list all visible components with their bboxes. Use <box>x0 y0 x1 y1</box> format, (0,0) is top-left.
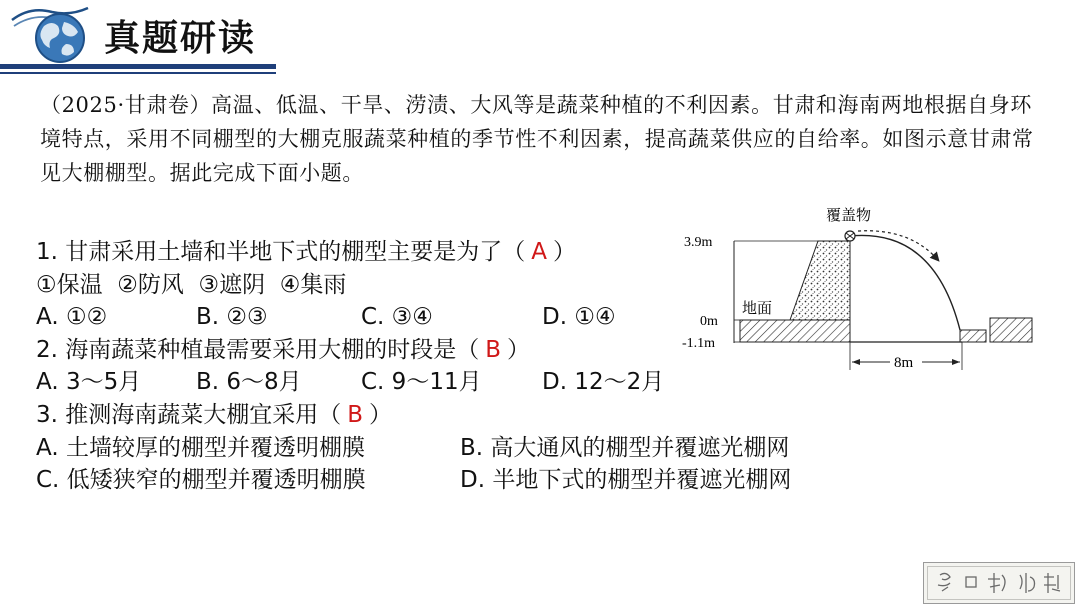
greenhouse-diagram <box>678 198 1040 384</box>
q1-option-c: C. ③④ <box>361 304 433 331</box>
q1-answer: A <box>531 239 547 265</box>
q2-answer: B <box>485 336 502 363</box>
header-divider-thin <box>0 72 276 74</box>
width-label: 8m <box>894 355 914 371</box>
q3-option-a: A. 土墙较厚的棚型并覆透明棚膜 <box>36 434 365 461</box>
q1-option-b: B. ②③ <box>196 304 268 331</box>
q2-option-a: A. 3～5月 <box>36 369 142 396</box>
q3-options-cd <box>36 464 896 497</box>
q3-stem <box>36 399 896 432</box>
watermark-stamp <box>923 562 1075 604</box>
question-intro: （2025·甘肃卷）高温、低温、干旱、涝渍、大风等是蔬菜种植的不利因素。甘肃和海南两地根据自身环境特点，采用不同棚型的大棚克服蔬菜种植的季节性不利因素，提高蔬菜供应的自给率。如图示意甘肃常见大棚棚型。据此完成下面小题。 <box>40 93 1034 185</box>
ground-right-high <box>990 318 1032 342</box>
height-label-zero: 0m <box>700 314 718 329</box>
height-label-bottom: -1.1m <box>682 336 716 351</box>
ground-left <box>740 320 850 342</box>
q1-option-a: A. ①② <box>36 304 108 331</box>
ground-right-low <box>960 330 986 342</box>
q2-stem-close: ） <box>507 336 531 363</box>
soil-wall <box>790 241 850 320</box>
q1-option-d: D. ①④ <box>542 304 616 331</box>
q2-option-d: D. 12～2月 <box>542 369 665 396</box>
q3-option-c: C. 低矮狭窄的棚型并覆透明棚膜 <box>36 467 366 494</box>
q2-stem-text: 2. 海南蔬菜种植最需要采用大棚的时段是（ <box>36 336 480 363</box>
q3-option-b: B. 高大通风的棚型并覆遮光棚网 <box>460 434 790 461</box>
ground-label: 地面 <box>742 299 773 317</box>
height-label-top: 3.9m <box>684 235 713 250</box>
q3-stem-close: ） <box>369 401 393 428</box>
page-title: 真题研读 <box>104 18 257 59</box>
q3-options-ab <box>36 432 896 465</box>
cover-label: 覆盖物 <box>826 206 872 224</box>
q3-answer: B <box>347 401 364 428</box>
q3-option-d: D. 半地下式的棚型并覆遮光棚网 <box>460 467 792 494</box>
greenhouse-arch <box>850 235 960 330</box>
q1-items: ①保温 ②防风 ③遮阴 ④集雨 <box>36 271 347 298</box>
q1-stem-text: 1. 甘肃采用土墙和半地下式的棚型主要是为了（ <box>36 239 526 265</box>
q2-option-b: B. 6～8月 <box>196 369 302 396</box>
q2-option-c: C. 9～11月 <box>361 369 482 396</box>
q1-stem-close: ） <box>553 239 576 265</box>
header-divider <box>0 64 276 69</box>
globe-logo-icon <box>8 2 94 64</box>
q3-stem-text: 3. 推测海南蔬菜大棚宜采用（ <box>36 401 342 428</box>
